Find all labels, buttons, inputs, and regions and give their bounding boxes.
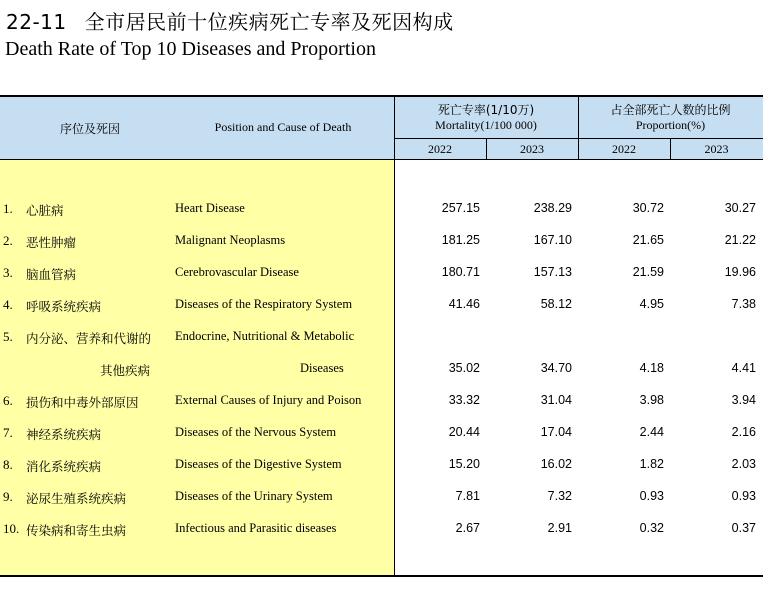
header-order-cn: 序位及死因: [59, 122, 120, 136]
row-cause-cn: 传染病和寄生虫病: [26, 523, 127, 538]
row-mortality-2023: 34.70: [540, 361, 572, 375]
row-cause-cn: 其他疾病: [100, 363, 151, 378]
row-proportion-2023: 30.27: [724, 201, 756, 215]
row-cause-cn: 损伤和中毒外部原因: [26, 395, 139, 410]
row-mortality-2023: 157.13: [533, 265, 572, 279]
header-mortality-en: Mortality(1/100 000): [435, 118, 537, 132]
row-cause-en: External Causes of Injury and Poison: [175, 393, 362, 407]
row-proportion-2022: 21.59: [632, 265, 664, 279]
row-cause-cn: 泌尿生殖系统疾病: [26, 491, 127, 506]
row-cause-en: Diseases of the Respiratory System: [175, 297, 353, 311]
header-year-proportion-2023: 2023: [704, 142, 729, 156]
row-mortality-2023: 17.04: [540, 425, 572, 439]
row-proportion-2022: 21.65: [632, 233, 664, 247]
row-proportion-2023: 3.94: [731, 393, 756, 407]
header-cause-en: Position and Cause of Death: [214, 120, 352, 134]
row-cause-en: Diseases of the Urinary System: [175, 489, 333, 503]
row-mortality-2023: 238.29: [533, 201, 572, 215]
row-mortality-2022: 180.71: [441, 265, 480, 279]
row-proportion-2023: 19.96: [724, 265, 756, 279]
table-title-cn-text: 全市居民前十位疾病死亡专率及死因构成: [84, 10, 454, 34]
row-cause-en: Heart Disease: [175, 201, 245, 215]
header-year-mortality-2022: 2022: [428, 142, 452, 156]
row-number: 4.: [3, 297, 13, 312]
table-row: [0, 193, 763, 225]
row-mortality-2023: 31.04: [540, 393, 572, 407]
table-row: [0, 417, 763, 449]
row-proportion-2022: 0.93: [639, 489, 664, 503]
row-cause-cn: 心脏病: [26, 203, 64, 218]
header-proportion-cn: 占全部死亡人数的比例: [610, 103, 731, 117]
row-mortality-2022: 35.02: [448, 361, 480, 375]
row-proportion-2023: 7.38: [731, 297, 756, 311]
row-proportion-2023: 4.41: [731, 361, 756, 375]
row-number: 2.: [3, 233, 13, 248]
row-number: 1.: [3, 201, 13, 216]
header-year-mortality-2023: 2023: [520, 142, 544, 156]
table-row: [0, 513, 763, 545]
row-cause-cn: 神经系统疾病: [26, 427, 102, 442]
table-title-en: Death Rate of Top 10 Diseases and Proportion: [5, 38, 376, 60]
row-mortality-2023: 16.02: [540, 457, 572, 471]
table-title-cn: [6, 6, 454, 35]
table-row: [0, 225, 763, 257]
row-proportion-2022: 4.95: [639, 297, 664, 311]
row-number: 10.: [3, 521, 20, 536]
row-proportion-2022: 2.44: [639, 425, 664, 439]
row-cause-cn: 呼吸系统疾病: [26, 299, 102, 314]
row-mortality-2022: 2.67: [455, 521, 480, 535]
header-bottom-rule: [0, 159, 763, 160]
row-mortality-2023: 7.32: [547, 489, 572, 503]
table-row: [0, 385, 763, 417]
row-mortality-2022: 7.81: [455, 489, 480, 503]
row-mortality-2023: 58.12: [540, 297, 572, 311]
row-proportion-2023: 0.93: [731, 489, 756, 503]
row-cause-cn: 内分泌、营养和代谢的: [26, 331, 152, 346]
row-mortality-2023: 2.91: [547, 521, 572, 535]
header-year-proportion-2022: 2022: [612, 142, 636, 156]
row-mortality-2022: 20.44: [448, 425, 480, 439]
row-cause-en: Infectious and Parasitic diseases: [175, 521, 337, 535]
row-cause-cn: 脑血管病: [26, 267, 77, 282]
row-cause-en: Diseases of the Digestive System: [175, 457, 342, 471]
row-proportion-2023: 2.03: [731, 457, 756, 471]
row-cause-en: Malignant Neoplasms: [175, 233, 286, 247]
row-cause-en: Endocrine, Nutritional & Metabolic: [175, 329, 355, 343]
table-row: [0, 481, 763, 513]
row-cause-en: Diseases: [300, 361, 344, 375]
row-cause-en: Diseases of the Nervous System: [175, 425, 337, 439]
row-number: 6.: [3, 393, 13, 408]
row-proportion-2022: 30.72: [632, 201, 664, 215]
row-cause-en: Cerebrovascular Disease: [175, 265, 299, 279]
table-row: [0, 257, 763, 289]
row-mortality-2022: 257.15: [441, 201, 480, 215]
bottom-rule: [0, 575, 763, 577]
row-proportion-2022: 3.98: [639, 393, 664, 407]
table-row: [0, 321, 763, 353]
header-mortality-cn: 死亡专率(1/10万): [437, 103, 535, 117]
row-proportion-2023: 0.37: [731, 521, 756, 535]
row-cause-cn: 恶性肿瘤: [26, 235, 77, 250]
row-number: 7.: [3, 425, 13, 440]
row-number: 5.: [3, 329, 13, 344]
row-number: 8.: [3, 457, 13, 472]
row-number: 3.: [3, 265, 13, 280]
table-row: [0, 353, 763, 385]
row-proportion-2023: 21.22: [724, 233, 756, 247]
row-mortality-2022: 33.32: [448, 393, 480, 407]
row-mortality-2023: 167.10: [533, 233, 572, 247]
row-mortality-2022: 41.46: [448, 297, 480, 311]
row-mortality-2022: 181.25: [441, 233, 480, 247]
row-number: 9.: [3, 489, 13, 504]
row-cause-cn: 消化系统疾病: [26, 459, 102, 474]
table-row: [0, 289, 763, 321]
row-mortality-2022: 15.20: [448, 457, 480, 471]
row-proportion-2022: 4.18: [639, 361, 664, 375]
table-row: [0, 449, 763, 481]
row-proportion-2023: 2.16: [731, 425, 756, 439]
row-proportion-2022: 1.82: [639, 457, 664, 471]
table-number: 22-11: [6, 10, 67, 34]
row-proportion-2022: 0.32: [639, 521, 664, 535]
header-proportion-en: Proportion(%): [635, 118, 706, 132]
